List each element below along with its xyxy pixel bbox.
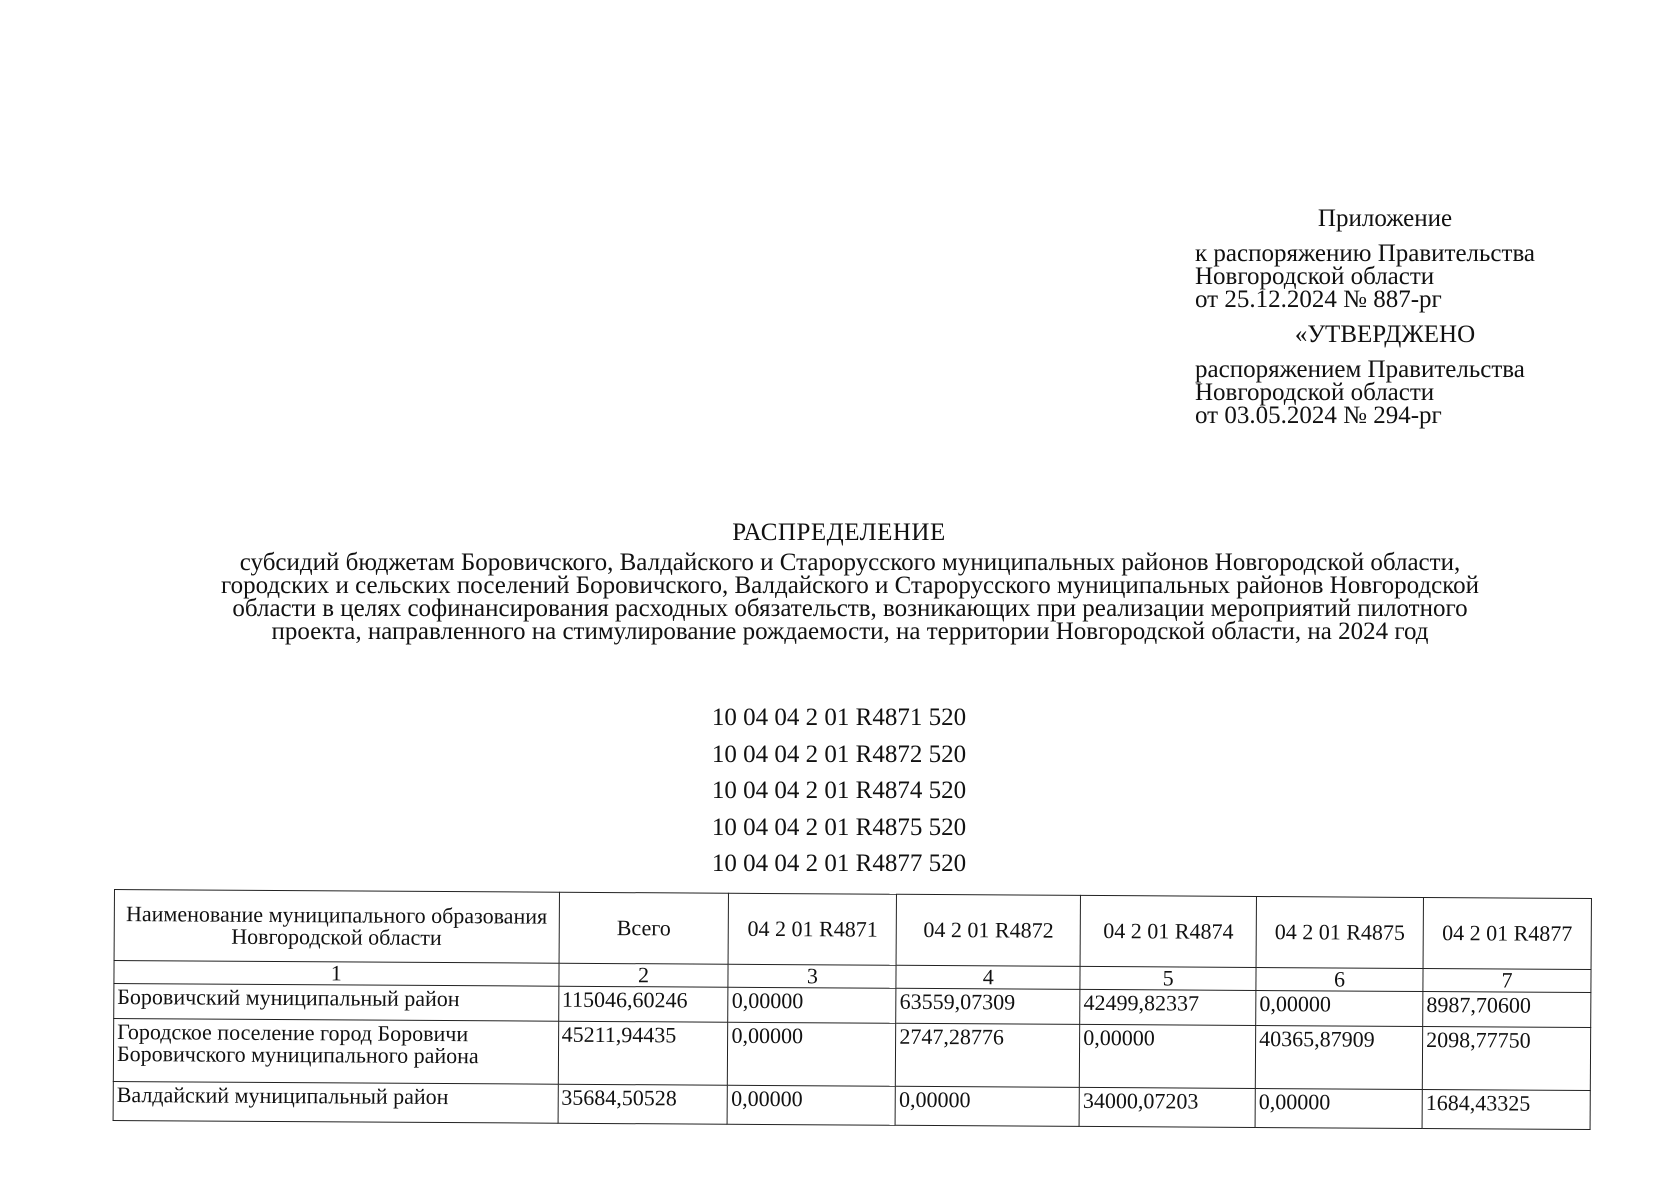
value-total: 115046,60246 <box>558 986 728 1022</box>
document-subtitle <box>140 551 1560 643</box>
budget-codes <box>0 700 1678 883</box>
approval-reference-line: Новгородской области <box>1195 379 1435 406</box>
order-reference-line: Новгородской области <box>1195 263 1435 290</box>
header-code: 04 2 01 R4871 <box>729 893 897 965</box>
value-cell: 2747,28776 <box>896 1023 1080 1087</box>
subtitle-line: области в целях софинансирования расходных обязательств, возникающих при реализации мероприятий пилотного <box>232 595 1468 622</box>
value-total: 35684,50528 <box>558 1084 728 1124</box>
municipality-name: Городское поселение город Боровичи Боровичского муниципального района <box>113 1019 558 1085</box>
municipality-name: Валдайский муниципальный район <box>113 1081 558 1123</box>
document-title: РАСПРЕДЕЛЕНИЕ <box>732 519 946 546</box>
value-cell: 0,00000 <box>728 1022 896 1086</box>
column-number: 3 <box>728 964 896 988</box>
header-code: 04 2 01 R4872 <box>896 894 1080 966</box>
column-number: 7 <box>1423 968 1591 992</box>
header-total: Всего <box>559 892 729 964</box>
value-cell: 34000,07203 <box>1079 1087 1255 1127</box>
value-cell: 0,00000 <box>895 1086 1079 1126</box>
budget-code: 10 04 04 2 01 R4871 520 <box>711 704 967 731</box>
approval-reference-line: распоряжением Правительства <box>1195 356 1525 383</box>
distribution-table <box>113 889 1592 1130</box>
value-cell: 40365,87909 <box>1255 1025 1422 1089</box>
table-header-row <box>114 890 1591 970</box>
order-reference-date: от 25.12.2024 № 887-рг <box>1195 286 1442 313</box>
value-cell: 0,00000 <box>1080 1024 1256 1088</box>
value-cell: 2098,77750 <box>1422 1026 1590 1090</box>
value-cell: 42499,82337 <box>1080 989 1256 1025</box>
value-cell: 0,00000 <box>728 1085 896 1125</box>
value-cell: 0,00000 <box>1255 1088 1422 1128</box>
value-cell: 63559,07309 <box>896 988 1080 1024</box>
approval-block <box>1195 207 1615 427</box>
approved-label: «УТВЕРДЖЕНО <box>1294 321 1476 348</box>
header-code: 04 2 01 R4875 <box>1256 896 1423 968</box>
column-number: 5 <box>1080 966 1256 990</box>
value-cell: 0,00000 <box>728 987 896 1023</box>
appendix-label: Приложение <box>1317 205 1453 232</box>
value-cell: 0,00000 <box>1256 990 1423 1026</box>
budget-code: 10 04 04 2 01 R4875 520 <box>711 813 967 841</box>
table-row <box>113 1019 1590 1091</box>
table-row <box>113 1081 1590 1129</box>
header-code: 04 2 01 R4877 <box>1423 897 1591 969</box>
budget-code: 10 04 04 2 01 R4877 520 <box>711 850 967 877</box>
value-cell: 1684,43325 <box>1422 1089 1590 1129</box>
column-number: 2 <box>558 963 728 987</box>
subtitle-line: городских и сельских поселений Боровичского, Валдайского и Старорусского муниципальных районов Новгородской <box>220 572 1480 599</box>
value-total: 45211,94435 <box>558 1021 728 1085</box>
header-code: 04 2 01 R4874 <box>1080 895 1256 967</box>
value-cell: 8987,70600 <box>1423 991 1591 1027</box>
budget-code: 10 04 04 2 01 R4872 520 <box>711 740 967 768</box>
budget-code: 10 04 04 2 01 R4874 520 <box>711 777 967 804</box>
column-number: 4 <box>896 965 1080 989</box>
header-municipality: Наименование муниципального образования Новгородской области <box>114 890 559 964</box>
municipality-name: Боровичский муниципальный район <box>114 984 559 1022</box>
approval-reference-date: от 03.05.2024 № 294-рг <box>1195 402 1442 429</box>
subtitle-line: субсидий бюджетам Боровичского, Валдайского и Старорусского муниципальных районов Новгородской области, <box>239 549 1461 576</box>
column-number: 6 <box>1256 967 1423 991</box>
column-number: 1 <box>114 961 559 987</box>
order-reference-line: к распоряжению Правительства <box>1195 240 1536 267</box>
subtitle-line: проекта, направленного на стимулирование рождаемости, на территории Новгородской области, на 2024 год <box>271 618 1429 645</box>
